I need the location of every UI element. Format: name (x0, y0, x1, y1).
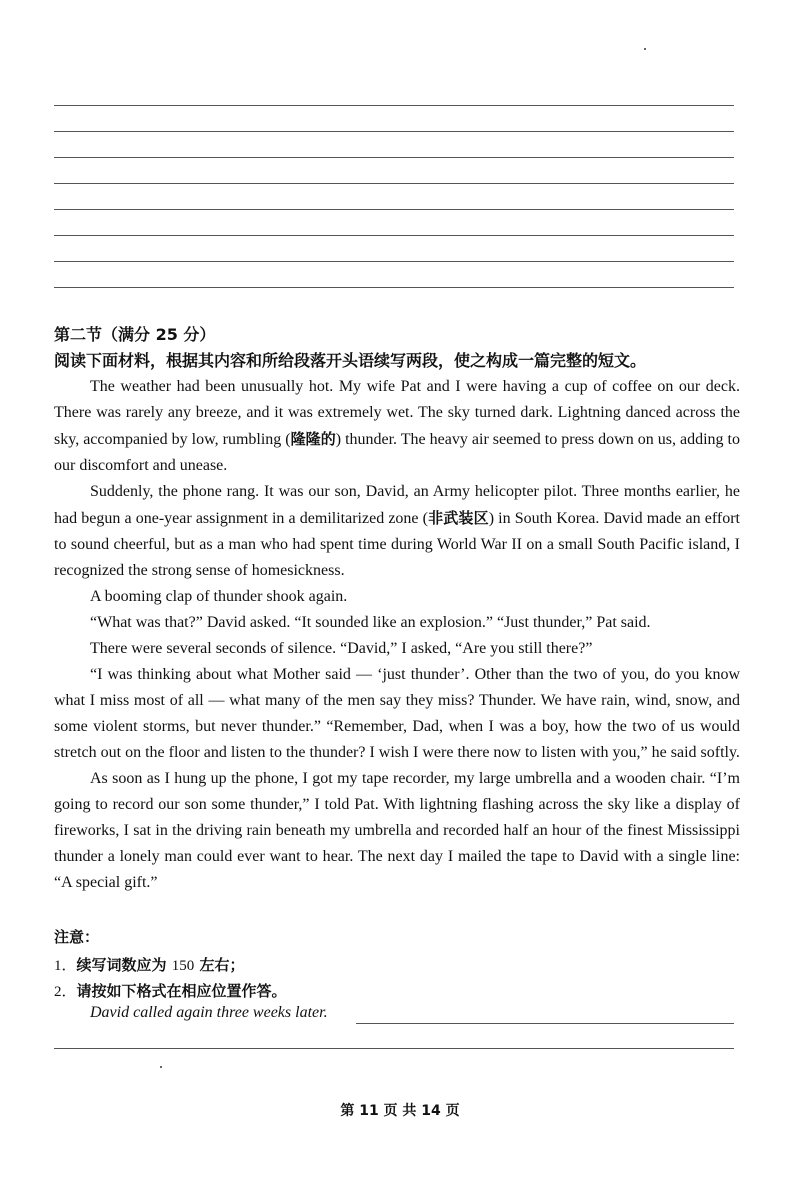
passage (54, 374, 740, 896)
answer-line (54, 157, 734, 158)
answer-line (54, 235, 734, 236)
answer-line (54, 105, 734, 106)
answer-line (54, 287, 734, 288)
passage-paragraph: As soon as I hung up the phone, I got my tape recorder, my large umbrella and a wooden chair. “I’m going to record our son some thunder,” I told Pat. With lightning flashing across the sky like a display of fireworks, I sat in the driving rain beneath my umbrella and recorded half an hour of the finest Mississippi thunder a lonely man could ever want to hear. The next day I mailed the tape to David with a single line: “A special gift.” (54, 770, 740, 891)
page-footer: 第 11 页 共 14 页 (340, 1103, 460, 1119)
answer-line[interactable] (356, 1023, 734, 1024)
answer-line (54, 209, 734, 210)
gloss: 隆隆的 (290, 430, 336, 448)
answer-line (54, 261, 734, 262)
paragraph-starter: David called again three weeks later. (90, 1004, 328, 1021)
notes-title: 注意： (54, 928, 100, 946)
speck-mark (160, 1066, 162, 1068)
passage-paragraph: “What was that?” David asked. “It sounded like an explosion.” “Just thunder,” Pat said. (90, 614, 651, 631)
section-instruction: 阅读下面材料，根据其内容和所给段落开头语续写两段，使之构成一篇完整的短文。 (54, 351, 647, 370)
answer-line (54, 131, 734, 132)
passage-paragraph: “I was thinking about what Mother said — ‘just thunder’. Other than the two of you, do you know what I miss most of all — what many of the men say they miss? Thunder. We have rain, wind, snow, and some violent storms, but never thunder.” “Remember, Dad, when I was a boy, how the two of us would stretch out on the floor and listen to the thunder? I wish I were there now to listen with you,” he said softly. (54, 666, 740, 761)
passage-paragraph: Suddenly, the phone rang. It was our son, David, an Army helicopter pilot. Three months earlier, he had begun a one-year assignment in a demilitarized zone (非武装区) in South Korea. David made an effort to sound cheerful, but as a man who had spent time during World War II on a small South Pacific island, I recognized the strong sense of homesickness. (54, 483, 740, 579)
note-item-2: 2．请按如下格式在相应位置作答。 (54, 982, 287, 1000)
passage-paragraph: The weather had been unusually hot. My wife Pat and I were having a cup of coffee on our deck. There was rarely any breeze, and it was extremely wet. The sky turned dark. Lightning danced across the sky, accompanied by low, rumbling (隆隆的) thunder. The heavy air seemed to press down on us, adding to our discomfort and unease. (54, 378, 740, 474)
answer-line[interactable] (54, 1048, 734, 1049)
note-item-1: 1．续写词数应为 150 左右； (54, 956, 245, 974)
passage-paragraph: A booming clap of thunder shook again. (90, 588, 348, 605)
speck-mark (644, 48, 646, 50)
section-title: 第二节（满分 25 分） (54, 325, 216, 344)
passage-paragraph: There were several seconds of silence. “David,” I asked, “Are you still there?” (90, 640, 593, 657)
answer-line (54, 183, 734, 184)
gloss: 非武装区 (428, 509, 489, 527)
